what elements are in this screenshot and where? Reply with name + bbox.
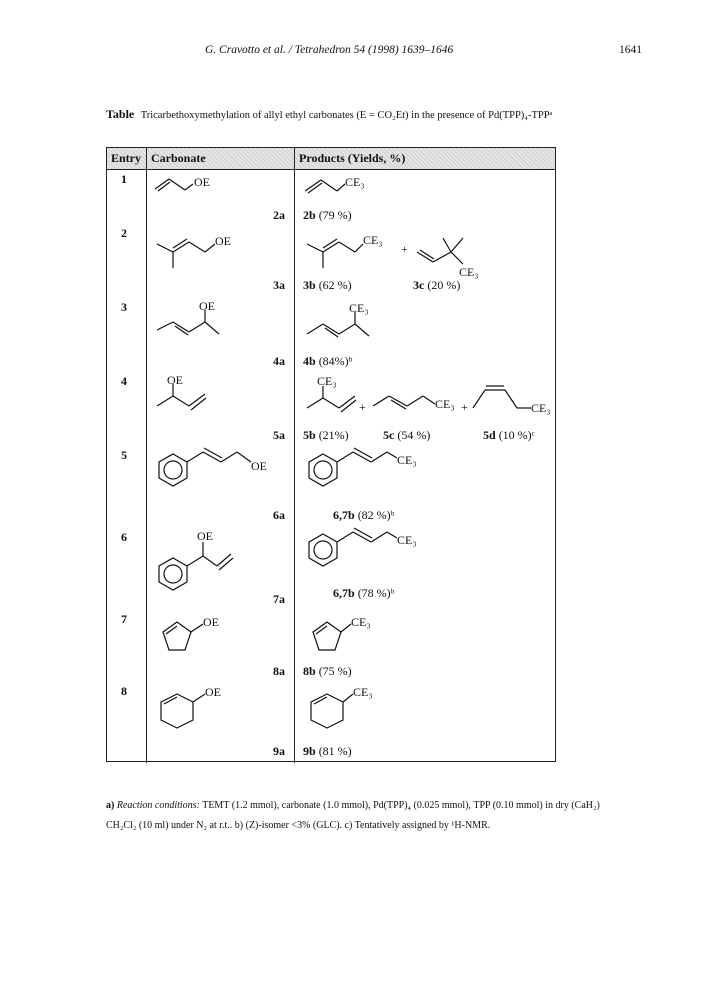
ce3-label: CE₃ (317, 374, 337, 388)
ce3-label: CE₃ (349, 301, 369, 315)
product-label: 5d (10 %)ᶜ (483, 428, 535, 442)
structure-3a (153, 224, 253, 272)
structure-2a (153, 172, 233, 196)
oe-label: OE (251, 459, 267, 473)
ce3-label: CE₃ (363, 233, 383, 247)
product-label: 6,7b (78 %)ᵇ (333, 586, 395, 600)
table-caption-text: Tricarbethoxymethylation of allyl ethyl carbonates (E = CO₂Et) in the presence of Pd(TPP)₄-TPPᵃ (140, 110, 553, 121)
ce3-label: CE₃ (531, 401, 551, 415)
entry-number: 3 (121, 300, 127, 314)
product-label: 9b (81 %) (303, 744, 352, 758)
column-divider (146, 148, 147, 763)
structure-2b (303, 172, 393, 196)
product-label: 5b (21%) (303, 428, 349, 442)
structure-5d (471, 380, 561, 416)
carbonate-label: 8a (273, 664, 285, 678)
structure-6a (151, 440, 281, 500)
structure-7b (301, 520, 431, 580)
product-label: 6,7b (82 %)ᵇ (333, 508, 395, 522)
structure-3c (415, 222, 515, 278)
entry-number: 7 (121, 612, 127, 626)
structure-5c (371, 384, 471, 414)
ce3-label: CE₃ (397, 533, 417, 547)
running-head (0, 44, 720, 60)
col-header-products: Products (Yields, %) (299, 151, 406, 165)
carbonate-label: 7a (273, 592, 285, 606)
oe-label: OE (215, 234, 231, 248)
structure-9a (153, 682, 253, 742)
structure-5a (153, 374, 253, 424)
ce3-label: CE₃ (435, 397, 455, 411)
carbonate-label: 6a (273, 508, 285, 522)
plus-sign: + (401, 242, 408, 256)
product-label: 5c (54 %) (383, 428, 431, 442)
ce3-label: CE₃ (351, 615, 371, 629)
ce3-label: CE₃ (353, 685, 373, 699)
carbonate-label: 4a (273, 354, 285, 368)
oe-label: OE (205, 685, 221, 699)
product-label: 8b (75 %) (303, 664, 352, 678)
entry-number: 1 (121, 172, 127, 186)
product-label: 4b (84%)ᵇ (303, 354, 353, 368)
product-label: 2b (79 %) (303, 208, 352, 222)
product-label: 3c (20 %) (413, 278, 461, 292)
structure-8a (153, 610, 253, 660)
carbonate-label: 9a (273, 744, 285, 758)
plus-sign: + (461, 400, 468, 414)
structure-8b (303, 610, 403, 660)
table-caption (106, 107, 552, 122)
table-label: Table (106, 107, 135, 121)
footnote-line-2: CH₂Cl₂ (10 ml) under N₂ at r.t.. b) (Z)-isomer <3% (GLC). c) Tentatively assigned by ¹H-NMR. (106, 820, 491, 831)
entry-number: 2 (121, 226, 127, 240)
structure-4b (303, 298, 403, 348)
product-label: 3b (62 %) (303, 278, 352, 292)
col-header-entry: Entry (111, 151, 141, 165)
table-footnote (106, 796, 626, 836)
structure-6b (301, 440, 431, 500)
oe-label: OE (199, 299, 215, 313)
carbonate-label: 3a (273, 278, 285, 292)
footnote-line-1: a) Reaction conditions: TEMT (1.2 mmol), carbonate (1.0 mmol), Pd(TPP)₄ (0.025 mmol), TPP (0.10 mmol) in dry (CaH₂) (106, 800, 600, 811)
oe-label: OE (203, 615, 219, 629)
structure-4a (153, 298, 253, 348)
structure-9b (303, 682, 403, 742)
journal-citation: G. Cravotto et al. / Tetrahedron 54 (1998) 1639–1646 (205, 44, 454, 56)
structure-3b (303, 224, 403, 272)
ce3-label: CE₃ (345, 175, 365, 189)
table-header-row (107, 148, 555, 170)
oe-label: OE (197, 529, 213, 543)
column-divider (294, 148, 295, 763)
ce3-label: CE₃ (397, 453, 417, 467)
carbonate-label: 2a (273, 208, 285, 222)
structure-7a (151, 528, 281, 598)
entry-number: 8 (121, 684, 127, 698)
entry-number: 6 (121, 530, 127, 544)
oe-label: OE (167, 373, 183, 387)
results-table (106, 147, 556, 762)
entry-number: 5 (121, 448, 127, 462)
page-number: 1641 (619, 44, 642, 56)
plus-sign: + (359, 400, 366, 414)
ce3-label: CE₃ (459, 265, 479, 279)
carbonate-label: 5a (273, 428, 285, 442)
oe-label: OE (194, 175, 210, 189)
entry-number: 4 (121, 374, 127, 388)
col-header-carbonate: Carbonate (151, 151, 206, 165)
